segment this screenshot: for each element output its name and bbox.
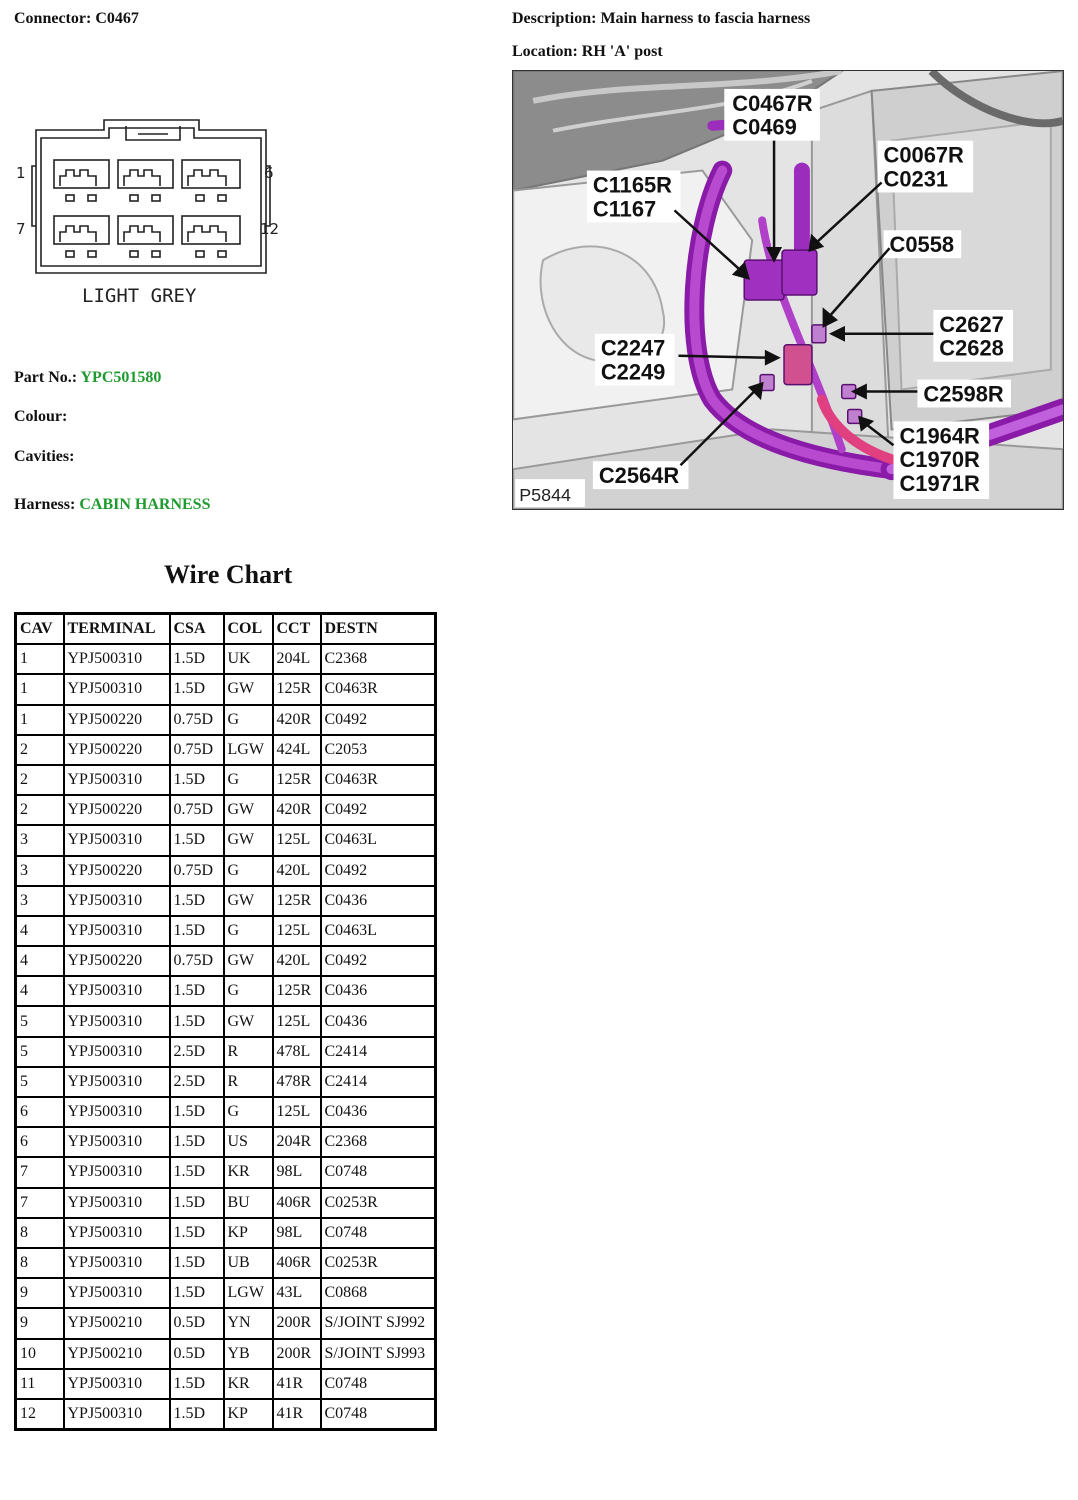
cell-destn: S/JOINT SJ992 [321, 1308, 436, 1338]
cell-terminal: YPJ500310 [64, 674, 170, 704]
table-row [16, 795, 436, 825]
cell-csa: 0.75D [170, 735, 224, 765]
table-row [16, 916, 436, 946]
cell-cav: 1 [16, 674, 64, 704]
callout-c0469: C0469 [732, 114, 797, 140]
description-label: Description: [512, 10, 597, 27]
cell-cav: 9 [16, 1308, 64, 1338]
table-row [16, 1308, 436, 1338]
callout-c2628: C2628 [939, 335, 1004, 361]
connector-value: C0467 [95, 10, 139, 27]
cell-col: UK [224, 644, 273, 674]
cell-destn: C0492 [321, 946, 436, 976]
cell-cav: 5 [16, 1067, 64, 1097]
cell-cct: 125R [273, 765, 321, 795]
cell-destn: C2053 [321, 735, 436, 765]
cell-terminal: YPJ500210 [64, 1339, 170, 1369]
cell-destn: C0748 [321, 1218, 436, 1248]
cell-cct: 420R [273, 795, 321, 825]
description-line [512, 10, 810, 28]
cell-cav: 10 [16, 1339, 64, 1369]
cell-destn: C0492 [321, 705, 436, 735]
cell-cav: 5 [16, 1037, 64, 1067]
cell-terminal: YPJ500310 [64, 1218, 170, 1248]
cell-csa: 2.5D [170, 1037, 224, 1067]
cell-destn: C0436 [321, 1006, 436, 1036]
cell-cav: 3 [16, 856, 64, 886]
table-row [16, 674, 436, 704]
cell-cav: 3 [16, 825, 64, 855]
cell-cct: 125L [273, 1097, 321, 1127]
cell-csa: 1.5D [170, 1097, 224, 1127]
cell-destn: C0492 [321, 856, 436, 886]
cell-cav: 8 [16, 1248, 64, 1278]
cell-destn: C0748 [321, 1399, 436, 1430]
cell-col: KR [224, 1157, 273, 1187]
cell-terminal: YPJ500310 [64, 765, 170, 795]
location-label: Location: [512, 43, 578, 60]
cell-destn: C0463R [321, 765, 436, 795]
cell-cct: 420R [273, 705, 321, 735]
callout-c1964r: C1964R [899, 423, 980, 449]
cell-csa: 1.5D [170, 644, 224, 674]
cell-col: GW [224, 1006, 273, 1036]
table-row [16, 1067, 436, 1097]
cell-csa: 2.5D [170, 1067, 224, 1097]
callout-c1970r: C1970R [899, 447, 980, 473]
table-row [16, 1218, 436, 1248]
cell-destn: C0463L [321, 916, 436, 946]
cell-destn: C0748 [321, 1369, 436, 1399]
cell-terminal: YPJ500310 [64, 1278, 170, 1308]
header-cav: CAV [16, 614, 64, 645]
cell-csa: 1.5D [170, 674, 224, 704]
cell-terminal: YPJ500210 [64, 1308, 170, 1338]
cell-csa: 1.5D [170, 886, 224, 916]
cell-terminal: YPJ500310 [64, 1188, 170, 1218]
cell-cct: 41R [273, 1369, 321, 1399]
cell-csa: 1.5D [170, 1006, 224, 1036]
table-row [16, 1188, 436, 1218]
cell-cct: 200R [273, 1308, 321, 1338]
location-value: RH 'A' post [581, 43, 663, 60]
cell-col: G [224, 1097, 273, 1127]
cell-cct: 204R [273, 1127, 321, 1157]
cell-cav: 4 [16, 946, 64, 976]
callout-c2249: C2249 [600, 359, 666, 385]
harness-value: CABIN HARNESS [79, 496, 211, 513]
cell-terminal: YPJ500310 [64, 886, 170, 916]
connector-colour-text: LIGHT GREY [82, 285, 197, 307]
table-row [16, 825, 436, 855]
cell-cav: 7 [16, 1157, 64, 1187]
cell-cav: 1 [16, 644, 64, 674]
cell-destn: C0868 [321, 1278, 436, 1308]
cell-cav: 5 [16, 1006, 64, 1036]
cell-cav: 12 [16, 1399, 64, 1430]
header-csa: CSA [170, 614, 224, 645]
cell-col: YN [224, 1308, 273, 1338]
wire-chart-body [16, 644, 436, 1429]
cell-cav: 6 [16, 1127, 64, 1157]
table-row [16, 644, 436, 674]
cell-cct: 420L [273, 856, 321, 886]
cell-cct: 125R [273, 886, 321, 916]
cell-csa: 0.75D [170, 795, 224, 825]
pin-label-6: 6 [264, 164, 274, 182]
cell-csa: 1.5D [170, 1369, 224, 1399]
table-row [16, 705, 436, 735]
cell-destn: C0436 [321, 886, 436, 916]
cell-terminal: YPJ500310 [64, 1067, 170, 1097]
cell-terminal: YPJ500310 [64, 1097, 170, 1127]
cell-col: KP [224, 1399, 273, 1430]
cell-cct: 478L [273, 1037, 321, 1067]
pin-label-1: 1 [16, 164, 26, 182]
cell-csa: 1.5D [170, 1248, 224, 1278]
cell-col: GW [224, 886, 273, 916]
cell-csa: 1.5D [170, 1218, 224, 1248]
cell-col: LGW [224, 1278, 273, 1308]
table-row [16, 1369, 436, 1399]
callout-c1165r: C1165R [592, 172, 673, 198]
table-row [16, 1248, 436, 1278]
cell-col: US [224, 1127, 273, 1157]
cell-cav: 2 [16, 735, 64, 765]
cell-destn: C0436 [321, 976, 436, 1006]
cell-csa: 1.5D [170, 916, 224, 946]
callout-c0231: C0231 [883, 166, 949, 192]
table-row [16, 735, 436, 765]
callout-c2564r: C2564R [598, 463, 680, 489]
cell-csa: 1.5D [170, 1188, 224, 1218]
cell-col: KP [224, 1218, 273, 1248]
callout-c2247: C2247 [600, 335, 666, 361]
table-row [16, 1339, 436, 1369]
cell-terminal: YPJ500310 [64, 976, 170, 1006]
cell-col: R [224, 1037, 273, 1067]
callout-c1167: C1167 [592, 196, 657, 222]
cell-cav: 2 [16, 795, 64, 825]
pin-label-12: 12 [260, 220, 280, 238]
cell-col: UB [224, 1248, 273, 1278]
table-row [16, 976, 436, 1006]
cell-csa: 1.5D [170, 976, 224, 1006]
cell-col: YB [224, 1339, 273, 1369]
cell-terminal: YPJ500310 [64, 825, 170, 855]
callout-c2627: C2627 [939, 311, 1004, 337]
cell-destn: C0436 [321, 1097, 436, 1127]
header-destn: DESTN [321, 614, 436, 645]
cell-col: R [224, 1067, 273, 1097]
callout-c1971r: C1971R [899, 471, 980, 497]
cell-destn: C0492 [321, 795, 436, 825]
cell-terminal: YPJ500310 [64, 1157, 170, 1187]
cell-destn: C0253R [321, 1188, 436, 1218]
cell-cct: 98L [273, 1157, 321, 1187]
cell-cav: 3 [16, 886, 64, 916]
cell-csa: 0.5D [170, 1339, 224, 1369]
cell-cct: 43L [273, 1278, 321, 1308]
cell-cct: 125L [273, 1006, 321, 1036]
cell-cct: 125R [273, 976, 321, 1006]
cell-destn: C2414 [321, 1037, 436, 1067]
cell-csa: 1.5D [170, 765, 224, 795]
connector-line [14, 10, 139, 28]
header-terminal: TERMINAL [64, 614, 170, 645]
cell-cct: 406R [273, 1248, 321, 1278]
cell-col: LGW [224, 735, 273, 765]
cell-cct: 98L [273, 1218, 321, 1248]
part-label: Part No.: [14, 369, 78, 386]
cell-cav: 8 [16, 1218, 64, 1248]
cell-cct: 125L [273, 825, 321, 855]
cell-cct: 420L [273, 946, 321, 976]
cell-csa: 1.5D [170, 1278, 224, 1308]
part-line [14, 369, 161, 387]
cell-destn: C2414 [321, 1067, 436, 1097]
cell-col: G [224, 916, 273, 946]
cell-terminal: YPJ500310 [64, 916, 170, 946]
cell-col: GW [224, 946, 273, 976]
location-line [512, 43, 663, 61]
table-row [16, 946, 436, 976]
cell-terminal: YPJ500220 [64, 856, 170, 886]
cell-cav: 2 [16, 765, 64, 795]
cell-destn: C0253R [321, 1248, 436, 1278]
table-row [16, 765, 436, 795]
pin-label-7: 7 [16, 220, 26, 238]
cell-terminal: YPJ500220 [64, 946, 170, 976]
cell-cav: 4 [16, 976, 64, 1006]
wire-chart-table [14, 612, 437, 1431]
cell-csa: 0.5D [170, 1308, 224, 1338]
cell-cct: 406R [273, 1188, 321, 1218]
cell-cav: 1 [16, 705, 64, 735]
figure-id: P5844 [519, 485, 572, 506]
table-row [16, 1006, 436, 1036]
cell-cav: 9 [16, 1278, 64, 1308]
cell-col: G [224, 856, 273, 886]
cell-cct: 41R [273, 1399, 321, 1430]
cell-terminal: YPJ500310 [64, 1399, 170, 1430]
cell-col: GW [224, 825, 273, 855]
cell-terminal: YPJ500220 [64, 735, 170, 765]
cell-cct: 125L [273, 916, 321, 946]
cell-csa: 0.75D [170, 856, 224, 886]
cell-csa: 1.5D [170, 1399, 224, 1430]
cell-csa: 0.75D [170, 946, 224, 976]
cell-cav: 7 [16, 1188, 64, 1218]
cell-terminal: YPJ500310 [64, 1006, 170, 1036]
table-row [16, 1278, 436, 1308]
cell-destn: C2368 [321, 644, 436, 674]
cell-cct: 204L [273, 644, 321, 674]
cell-cct: 200R [273, 1339, 321, 1369]
cell-col: G [224, 705, 273, 735]
cell-terminal: YPJ500310 [64, 1127, 170, 1157]
header-col: COL [224, 614, 273, 645]
cell-col: GW [224, 795, 273, 825]
cell-col: G [224, 765, 273, 795]
terminal-row-bottom [54, 216, 240, 257]
cell-destn: S/JOINT SJ993 [321, 1339, 436, 1369]
cell-cav: 4 [16, 916, 64, 946]
cell-cct: 125R [273, 674, 321, 704]
table-row [16, 1399, 436, 1430]
cell-terminal: YPJ500220 [64, 705, 170, 735]
callout-c0467r: C0467R [732, 90, 813, 116]
connector-face-diagram [14, 108, 314, 318]
cavities-label: Cavities: [14, 448, 75, 465]
table-header-row [16, 614, 436, 645]
cell-csa: 1.5D [170, 1127, 224, 1157]
harness-line [14, 496, 210, 514]
table-row [16, 856, 436, 886]
cell-cav: 6 [16, 1097, 64, 1127]
callout-c2598r: C2598R [923, 381, 1004, 407]
wire-chart-title: Wire Chart [164, 560, 293, 589]
callout-c0558: C0558 [889, 232, 955, 258]
location-illustration [512, 70, 1064, 510]
cell-destn: C0748 [321, 1157, 436, 1187]
cell-col: KR [224, 1369, 273, 1399]
cell-terminal: YPJ500310 [64, 644, 170, 674]
cell-csa: 0.75D [170, 705, 224, 735]
cell-csa: 1.5D [170, 825, 224, 855]
part-number: YPC501580 [80, 369, 162, 386]
cell-col: BU [224, 1188, 273, 1218]
cell-destn: C0463L [321, 825, 436, 855]
harness-label: Harness: [14, 496, 76, 513]
description-value: Main harness to fascia harness [600, 10, 811, 27]
table-row [16, 886, 436, 916]
header-cct: CCT [273, 614, 321, 645]
cell-col: GW [224, 674, 273, 704]
cell-terminal: YPJ500220 [64, 795, 170, 825]
table-row [16, 1037, 436, 1067]
cell-cav: 11 [16, 1369, 64, 1399]
cell-terminal: YPJ500310 [64, 1248, 170, 1278]
cell-terminal: YPJ500310 [64, 1369, 170, 1399]
cell-cct: 424L [273, 735, 321, 765]
table-row [16, 1097, 436, 1127]
colour-label: Colour: [14, 408, 68, 425]
table-row [16, 1127, 436, 1157]
callout-c0067r: C0067R [883, 142, 964, 168]
cell-destn: C0463R [321, 674, 436, 704]
connector-label: Connector: [14, 10, 92, 27]
table-row [16, 1157, 436, 1187]
cell-destn: C2368 [321, 1127, 436, 1157]
cell-cct: 478R [273, 1067, 321, 1097]
cell-terminal: YPJ500310 [64, 1037, 170, 1067]
cell-csa: 1.5D [170, 1157, 224, 1187]
cell-col: G [224, 976, 273, 1006]
terminal-row-top [54, 160, 240, 201]
